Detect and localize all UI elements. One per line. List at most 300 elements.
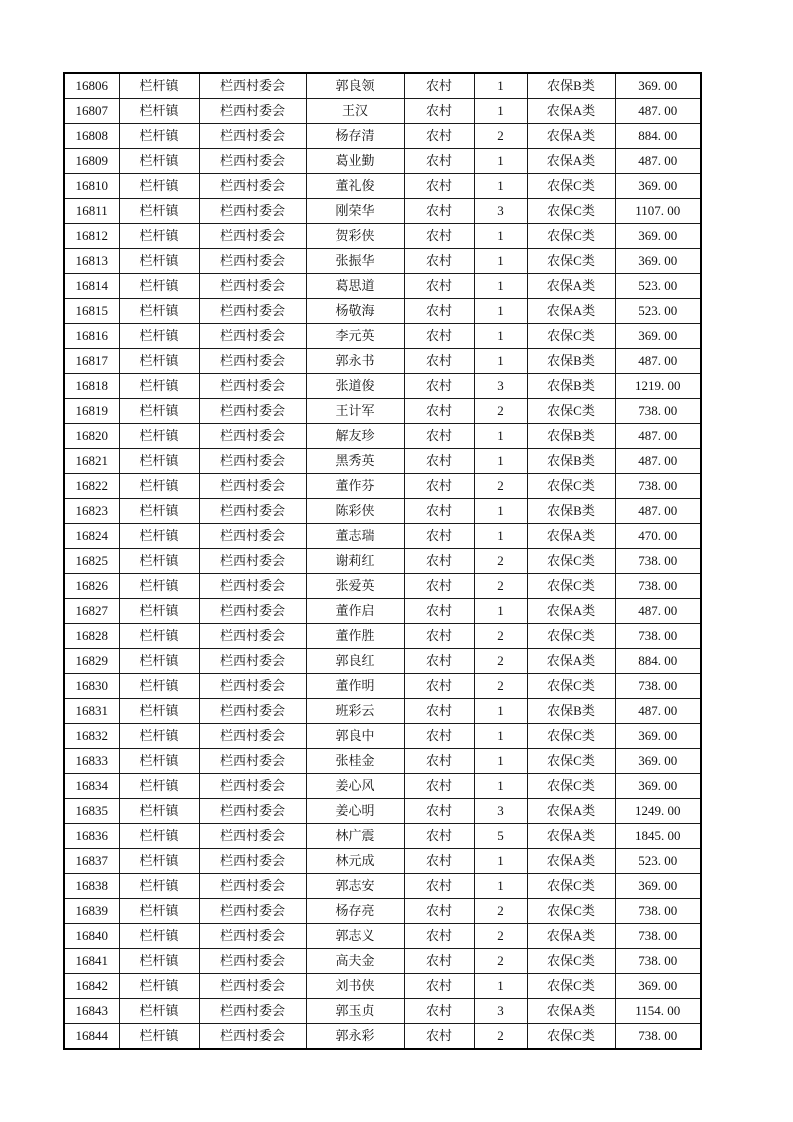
- cell-record-id: 16828: [64, 624, 119, 649]
- cell-person-count: 1: [474, 249, 527, 274]
- cell-record-id: 16831: [64, 699, 119, 724]
- cell-residence-type: 农村: [404, 349, 474, 374]
- cell-person-count: 1: [474, 849, 527, 874]
- cell-person-name: 贺彩侠: [306, 224, 404, 249]
- cell-insurance-category: 农保C类: [527, 674, 615, 699]
- cell-record-id: 16812: [64, 224, 119, 249]
- cell-person-name: 郭良领: [306, 73, 404, 99]
- cell-insurance-category: 农保A类: [527, 924, 615, 949]
- cell-town: 栏杆镇: [119, 824, 199, 849]
- cell-person-name: 张振华: [306, 249, 404, 274]
- cell-village-committee: 栏西村委会: [199, 524, 306, 549]
- cell-person-name: 杨存亮: [306, 899, 404, 924]
- cell-residence-type: 农村: [404, 374, 474, 399]
- cell-person-name: 郭志义: [306, 924, 404, 949]
- cell-insurance-category: 农保C类: [527, 174, 615, 199]
- cell-amount: 487. 00: [615, 349, 701, 374]
- table-row: [64, 524, 701, 549]
- cell-person-name: 刚荣华: [306, 199, 404, 224]
- cell-person-name: 张道俊: [306, 374, 404, 399]
- cell-residence-type: 农村: [404, 899, 474, 924]
- cell-record-id: 16827: [64, 599, 119, 624]
- cell-residence-type: 农村: [404, 474, 474, 499]
- table-row: [64, 724, 701, 749]
- cell-person-name: 谢莉红: [306, 549, 404, 574]
- cell-amount: 369. 00: [615, 324, 701, 349]
- cell-insurance-category: 农保A类: [527, 274, 615, 299]
- cell-amount: 1107. 00: [615, 199, 701, 224]
- cell-insurance-category: 农保C类: [527, 224, 615, 249]
- cell-village-committee: 栏西村委会: [199, 824, 306, 849]
- cell-record-id: 16835: [64, 799, 119, 824]
- cell-village-committee: 栏西村委会: [199, 224, 306, 249]
- cell-village-committee: 栏西村委会: [199, 1024, 306, 1050]
- cell-village-committee: 栏西村委会: [199, 249, 306, 274]
- cell-residence-type: 农村: [404, 699, 474, 724]
- cell-person-name: 董志瑞: [306, 524, 404, 549]
- cell-residence-type: 农村: [404, 674, 474, 699]
- cell-residence-type: 农村: [404, 549, 474, 574]
- cell-amount: 738. 00: [615, 899, 701, 924]
- cell-village-committee: 栏西村委会: [199, 924, 306, 949]
- cell-insurance-category: 农保A类: [527, 799, 615, 824]
- cell-insurance-category: 农保C类: [527, 399, 615, 424]
- cell-person-name: 杨存清: [306, 124, 404, 149]
- cell-person-count: 2: [474, 1024, 527, 1050]
- cell-town: 栏杆镇: [119, 924, 199, 949]
- cell-record-id: 16820: [64, 424, 119, 449]
- cell-person-count: 1: [474, 699, 527, 724]
- cell-person-count: 1: [474, 449, 527, 474]
- cell-town: 栏杆镇: [119, 524, 199, 549]
- cell-town: 栏杆镇: [119, 99, 199, 124]
- cell-record-id: 16844: [64, 1024, 119, 1050]
- table-row: [64, 299, 701, 324]
- cell-record-id: 16834: [64, 774, 119, 799]
- cell-person-name: 董礼俊: [306, 174, 404, 199]
- cell-village-committee: 栏西村委会: [199, 574, 306, 599]
- cell-person-name: 董作启: [306, 599, 404, 624]
- cell-person-name: 刘书侠: [306, 974, 404, 999]
- cell-residence-type: 农村: [404, 924, 474, 949]
- cell-record-id: 16819: [64, 399, 119, 424]
- cell-amount: 470. 00: [615, 524, 701, 549]
- cell-person-count: 2: [474, 124, 527, 149]
- table-row: [64, 674, 701, 699]
- cell-residence-type: 农村: [404, 149, 474, 174]
- cell-person-name: 王计军: [306, 399, 404, 424]
- cell-village-committee: 栏西村委会: [199, 349, 306, 374]
- cell-insurance-category: 农保C类: [527, 949, 615, 974]
- cell-village-committee: 栏西村委会: [199, 649, 306, 674]
- cell-insurance-category: 农保C类: [527, 1024, 615, 1050]
- cell-insurance-category: 农保B类: [527, 424, 615, 449]
- cell-village-committee: 栏西村委会: [199, 149, 306, 174]
- table-body: [64, 73, 701, 1049]
- cell-person-name: 郭玉贞: [306, 999, 404, 1024]
- table-row: [64, 899, 701, 924]
- cell-town: 栏杆镇: [119, 499, 199, 524]
- cell-town: 栏杆镇: [119, 174, 199, 199]
- cell-residence-type: 农村: [404, 73, 474, 99]
- cell-amount: 369. 00: [615, 774, 701, 799]
- cell-record-id: 16830: [64, 674, 119, 699]
- cell-amount: 884. 00: [615, 124, 701, 149]
- cell-village-committee: 栏西村委会: [199, 749, 306, 774]
- cell-residence-type: 农村: [404, 774, 474, 799]
- cell-village-committee: 栏西村委会: [199, 974, 306, 999]
- cell-person-count: 2: [474, 624, 527, 649]
- cell-town: 栏杆镇: [119, 899, 199, 924]
- cell-person-name: 郭良中: [306, 724, 404, 749]
- cell-record-id: 16811: [64, 199, 119, 224]
- table-row: [64, 574, 701, 599]
- cell-person-name: 郭良红: [306, 649, 404, 674]
- cell-person-name: 班彩云: [306, 699, 404, 724]
- cell-person-name: 姜心风: [306, 774, 404, 799]
- cell-person-name: 黑秀英: [306, 449, 404, 474]
- cell-insurance-category: 农保B类: [527, 499, 615, 524]
- cell-insurance-category: 农保A类: [527, 599, 615, 624]
- table-row: [64, 199, 701, 224]
- cell-amount: 738. 00: [615, 624, 701, 649]
- cell-town: 栏杆镇: [119, 849, 199, 874]
- cell-insurance-category: 农保A类: [527, 849, 615, 874]
- cell-amount: 369. 00: [615, 974, 701, 999]
- table-row: [64, 224, 701, 249]
- cell-amount: 738. 00: [615, 674, 701, 699]
- table-row: [64, 774, 701, 799]
- table-row: [64, 699, 701, 724]
- cell-village-committee: 栏西村委会: [199, 549, 306, 574]
- cell-village-committee: 栏西村委会: [199, 274, 306, 299]
- cell-residence-type: 农村: [404, 574, 474, 599]
- cell-amount: 738. 00: [615, 574, 701, 599]
- cell-town: 栏杆镇: [119, 224, 199, 249]
- cell-insurance-category: 农保C类: [527, 474, 615, 499]
- table-row: [64, 374, 701, 399]
- cell-residence-type: 农村: [404, 174, 474, 199]
- cell-record-id: 16836: [64, 824, 119, 849]
- cell-amount: 1154. 00: [615, 999, 701, 1024]
- cell-amount: 523. 00: [615, 849, 701, 874]
- cell-person-count: 2: [474, 899, 527, 924]
- table-row: [64, 624, 701, 649]
- cell-record-id: 16809: [64, 149, 119, 174]
- cell-amount: 487. 00: [615, 449, 701, 474]
- cell-person-count: 1: [474, 749, 527, 774]
- cell-amount: 369. 00: [615, 724, 701, 749]
- cell-person-count: 1: [474, 99, 527, 124]
- cell-town: 栏杆镇: [119, 149, 199, 174]
- cell-person-count: 1: [474, 224, 527, 249]
- table-row: [64, 324, 701, 349]
- cell-person-count: 3: [474, 199, 527, 224]
- cell-amount: 523. 00: [615, 274, 701, 299]
- cell-insurance-category: 农保B类: [527, 449, 615, 474]
- cell-town: 栏杆镇: [119, 549, 199, 574]
- cell-residence-type: 农村: [404, 524, 474, 549]
- cell-village-committee: 栏西村委会: [199, 124, 306, 149]
- cell-record-id: 16822: [64, 474, 119, 499]
- cell-residence-type: 农村: [404, 1024, 474, 1050]
- cell-amount: 369. 00: [615, 73, 701, 99]
- cell-village-committee: 栏西村委会: [199, 299, 306, 324]
- cell-amount: 523. 00: [615, 299, 701, 324]
- cell-person-count: 1: [474, 174, 527, 199]
- cell-town: 栏杆镇: [119, 199, 199, 224]
- cell-town: 栏杆镇: [119, 399, 199, 424]
- table-row: [64, 1024, 701, 1050]
- cell-record-id: 16815: [64, 299, 119, 324]
- cell-amount: 487. 00: [615, 149, 701, 174]
- cell-record-id: 16816: [64, 324, 119, 349]
- cell-person-count: 2: [474, 674, 527, 699]
- cell-residence-type: 农村: [404, 274, 474, 299]
- cell-person-name: 林元成: [306, 849, 404, 874]
- cell-person-name: 郭志安: [306, 874, 404, 899]
- table-row: [64, 599, 701, 624]
- cell-town: 栏杆镇: [119, 599, 199, 624]
- table-row: [64, 149, 701, 174]
- cell-insurance-category: 农保A类: [527, 299, 615, 324]
- cell-record-id: 16832: [64, 724, 119, 749]
- cell-person-name: 董作胜: [306, 624, 404, 649]
- cell-town: 栏杆镇: [119, 724, 199, 749]
- cell-insurance-category: 农保B类: [527, 349, 615, 374]
- cell-insurance-category: 农保C类: [527, 574, 615, 599]
- cell-village-committee: 栏西村委会: [199, 849, 306, 874]
- table-row: [64, 849, 701, 874]
- cell-village-committee: 栏西村委会: [199, 374, 306, 399]
- cell-residence-type: 农村: [404, 624, 474, 649]
- cell-amount: 487. 00: [615, 99, 701, 124]
- cell-record-id: 16821: [64, 449, 119, 474]
- cell-residence-type: 农村: [404, 824, 474, 849]
- cell-town: 栏杆镇: [119, 424, 199, 449]
- cell-person-count: 5: [474, 824, 527, 849]
- cell-person-count: 1: [474, 874, 527, 899]
- cell-person-count: 1: [474, 349, 527, 374]
- cell-residence-type: 农村: [404, 449, 474, 474]
- cell-village-committee: 栏西村委会: [199, 999, 306, 1024]
- cell-town: 栏杆镇: [119, 324, 199, 349]
- cell-amount: 369. 00: [615, 749, 701, 774]
- cell-record-id: 16807: [64, 99, 119, 124]
- table-row: [64, 249, 701, 274]
- cell-village-committee: 栏西村委会: [199, 399, 306, 424]
- cell-insurance-category: 农保B类: [527, 374, 615, 399]
- cell-amount: 738. 00: [615, 474, 701, 499]
- cell-person-count: 1: [474, 149, 527, 174]
- cell-person-name: 解友珍: [306, 424, 404, 449]
- cell-person-count: 1: [474, 324, 527, 349]
- cell-amount: 487. 00: [615, 699, 701, 724]
- cell-record-id: 16817: [64, 349, 119, 374]
- cell-town: 栏杆镇: [119, 649, 199, 674]
- cell-amount: 369. 00: [615, 224, 701, 249]
- cell-insurance-category: 农保A类: [527, 824, 615, 849]
- cell-town: 栏杆镇: [119, 774, 199, 799]
- table-row: [64, 174, 701, 199]
- cell-amount: 1845. 00: [615, 824, 701, 849]
- cell-person-count: 1: [474, 499, 527, 524]
- cell-record-id: 16806: [64, 73, 119, 99]
- table-row: [64, 549, 701, 574]
- table-row: [64, 449, 701, 474]
- cell-insurance-category: 农保C类: [527, 549, 615, 574]
- cell-town: 栏杆镇: [119, 299, 199, 324]
- cell-town: 栏杆镇: [119, 699, 199, 724]
- cell-amount: 369. 00: [615, 174, 701, 199]
- cell-person-count: 3: [474, 799, 527, 824]
- table-row: [64, 949, 701, 974]
- cell-village-committee: 栏西村委会: [199, 449, 306, 474]
- cell-town: 栏杆镇: [119, 999, 199, 1024]
- cell-record-id: 16838: [64, 874, 119, 899]
- cell-residence-type: 农村: [404, 324, 474, 349]
- cell-village-committee: 栏西村委会: [199, 199, 306, 224]
- cell-residence-type: 农村: [404, 999, 474, 1024]
- cell-record-id: 16814: [64, 274, 119, 299]
- cell-record-id: 16842: [64, 974, 119, 999]
- cell-village-committee: 栏西村委会: [199, 324, 306, 349]
- cell-record-id: 16839: [64, 899, 119, 924]
- cell-village-committee: 栏西村委会: [199, 499, 306, 524]
- cell-person-count: 2: [474, 399, 527, 424]
- cell-residence-type: 农村: [404, 99, 474, 124]
- cell-person-count: 1: [474, 724, 527, 749]
- cell-town: 栏杆镇: [119, 349, 199, 374]
- table-row: [64, 974, 701, 999]
- cell-person-count: 1: [474, 274, 527, 299]
- cell-record-id: 16808: [64, 124, 119, 149]
- cell-amount: 487. 00: [615, 424, 701, 449]
- cell-person-name: 董作芬: [306, 474, 404, 499]
- cell-residence-type: 农村: [404, 199, 474, 224]
- cell-insurance-category: 农保B类: [527, 73, 615, 99]
- cell-record-id: 16823: [64, 499, 119, 524]
- cell-person-count: 2: [474, 949, 527, 974]
- cell-person-count: 1: [474, 73, 527, 99]
- cell-town: 栏杆镇: [119, 124, 199, 149]
- cell-village-committee: 栏西村委会: [199, 99, 306, 124]
- cell-record-id: 16818: [64, 374, 119, 399]
- cell-village-committee: 栏西村委会: [199, 73, 306, 99]
- cell-town: 栏杆镇: [119, 474, 199, 499]
- table-row: [64, 499, 701, 524]
- cell-residence-type: 农村: [404, 249, 474, 274]
- cell-town: 栏杆镇: [119, 249, 199, 274]
- cell-person-name: 陈彩侠: [306, 499, 404, 524]
- cell-town: 栏杆镇: [119, 874, 199, 899]
- cell-insurance-category: 农保C类: [527, 249, 615, 274]
- cell-residence-type: 农村: [404, 299, 474, 324]
- cell-residence-type: 农村: [404, 424, 474, 449]
- cell-person-name: 郭永彩: [306, 1024, 404, 1050]
- cell-amount: 738. 00: [615, 399, 701, 424]
- cell-village-committee: 栏西村委会: [199, 699, 306, 724]
- cell-insurance-category: 农保C类: [527, 899, 615, 924]
- table-row: [64, 274, 701, 299]
- cell-town: 栏杆镇: [119, 749, 199, 774]
- cell-insurance-category: 农保B类: [527, 699, 615, 724]
- cell-person-name: 郭永书: [306, 349, 404, 374]
- cell-amount: 369. 00: [615, 249, 701, 274]
- cell-town: 栏杆镇: [119, 374, 199, 399]
- cell-residence-type: 农村: [404, 799, 474, 824]
- cell-insurance-category: 农保A类: [527, 999, 615, 1024]
- cell-town: 栏杆镇: [119, 1024, 199, 1050]
- cell-amount: 738. 00: [615, 549, 701, 574]
- cell-town: 栏杆镇: [119, 949, 199, 974]
- cell-residence-type: 农村: [404, 949, 474, 974]
- cell-insurance-category: 农保C类: [527, 624, 615, 649]
- table-row: [64, 73, 701, 99]
- cell-person-count: 1: [474, 599, 527, 624]
- cell-person-name: 林广震: [306, 824, 404, 849]
- cell-village-committee: 栏西村委会: [199, 949, 306, 974]
- cell-record-id: 16826: [64, 574, 119, 599]
- table-row: [64, 124, 701, 149]
- cell-person-count: 1: [474, 774, 527, 799]
- cell-insurance-category: 农保A类: [527, 524, 615, 549]
- cell-record-id: 16840: [64, 924, 119, 949]
- cell-person-name: 葛思道: [306, 274, 404, 299]
- table-row: [64, 999, 701, 1024]
- cell-record-id: 16843: [64, 999, 119, 1024]
- cell-amount: 487. 00: [615, 499, 701, 524]
- cell-town: 栏杆镇: [119, 674, 199, 699]
- cell-person-count: 3: [474, 999, 527, 1024]
- cell-person-name: 李元英: [306, 324, 404, 349]
- cell-record-id: 16833: [64, 749, 119, 774]
- cell-insurance-category: 农保A类: [527, 99, 615, 124]
- cell-residence-type: 农村: [404, 749, 474, 774]
- cell-person-count: 2: [474, 649, 527, 674]
- cell-residence-type: 农村: [404, 499, 474, 524]
- cell-insurance-category: 农保C类: [527, 874, 615, 899]
- cell-person-name: 葛业勤: [306, 149, 404, 174]
- cell-amount: 1249. 00: [615, 799, 701, 824]
- cell-residence-type: 农村: [404, 974, 474, 999]
- cell-town: 栏杆镇: [119, 274, 199, 299]
- cell-residence-type: 农村: [404, 599, 474, 624]
- cell-person-count: 2: [474, 924, 527, 949]
- table-row: [64, 474, 701, 499]
- cell-village-committee: 栏西村委会: [199, 674, 306, 699]
- table-row: [64, 424, 701, 449]
- cell-person-name: 董作明: [306, 674, 404, 699]
- cell-person-name: 张桂金: [306, 749, 404, 774]
- table-row: [64, 824, 701, 849]
- table-row: [64, 749, 701, 774]
- cell-village-committee: 栏西村委会: [199, 474, 306, 499]
- cell-village-committee: 栏西村委会: [199, 424, 306, 449]
- cell-amount: 738. 00: [615, 949, 701, 974]
- cell-amount: 738. 00: [615, 924, 701, 949]
- cell-record-id: 16829: [64, 649, 119, 674]
- cell-record-id: 16841: [64, 949, 119, 974]
- cell-insurance-category: 农保C类: [527, 749, 615, 774]
- cell-town: 栏杆镇: [119, 974, 199, 999]
- cell-village-committee: 栏西村委会: [199, 599, 306, 624]
- cell-amount: 1219. 00: [615, 374, 701, 399]
- table-row: [64, 99, 701, 124]
- table-row: [64, 649, 701, 674]
- cell-insurance-category: 农保A类: [527, 124, 615, 149]
- cell-person-name: 张爱英: [306, 574, 404, 599]
